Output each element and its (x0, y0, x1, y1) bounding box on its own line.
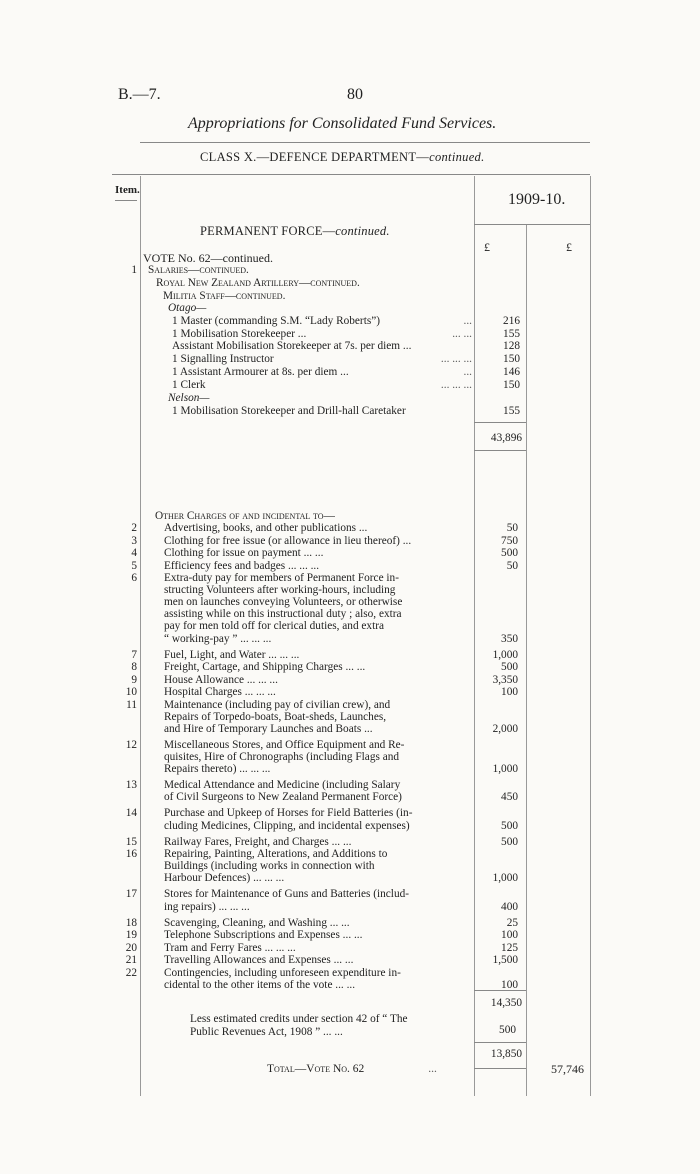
other-item-amount: 125 (501, 941, 518, 954)
leader-dots: ... (463, 315, 472, 327)
leader-dots: ... ... (452, 327, 472, 340)
item-number: 9 (131, 673, 137, 686)
other-item-text: assisting while on this instructional duty ; also, extra (164, 608, 402, 621)
subtotal-rule-bottom (474, 450, 526, 451)
item-number: 15 (125, 835, 137, 848)
other-item-text: quisites, Hire of Chronographs (including Flags and (164, 751, 400, 763)
otago-item-amount: 155 (503, 327, 520, 340)
other-item-amount: 3,350 (492, 673, 518, 686)
section-title: PERMANENT FORCE—continued. (200, 224, 390, 238)
other-item-text: Contingencies, including unforeseen expenditure in- (164, 966, 401, 979)
net-other-amount: 13,850 (490, 1048, 522, 1060)
total-amount: 57,746 (551, 1062, 584, 1076)
item-number: 21 (125, 954, 137, 967)
item-number: 7 (131, 648, 137, 661)
salaries-heading: Salaries—continued. (148, 264, 249, 276)
page-number: 80 (347, 86, 363, 103)
militia-heading: Militia Staff—continued. (163, 290, 286, 302)
salaries-subtotal: 43,896 (490, 432, 522, 444)
less-credits-line-2: Public Revenues Act, 1908 ” ... ... (190, 1026, 343, 1038)
other-item-text: Stores for Maintenance of Guns and Batteries (includ- (164, 888, 410, 901)
other-item-amount: 100 (501, 686, 518, 699)
otago-item-text: 1 Clerk (172, 378, 206, 391)
other-item-text: Maintenance (including pay of civilian crew), and (164, 698, 391, 711)
item-number: 16 (125, 848, 137, 861)
other-item-amount: 1,000 (492, 648, 518, 661)
other-item-text: Repairs of Torpedo-boats, Boat-sheds, Launches, (164, 710, 387, 723)
amount-column-rule-middle (526, 225, 527, 1096)
other-item-amount: 100 (501, 978, 518, 991)
other-item-text: Hospital Charges ... ... ... (164, 686, 276, 699)
vote-heading: VOTE No. 62—continued. (143, 251, 273, 265)
item-number: 2 (131, 522, 137, 534)
other-item-amount: 50 (506, 522, 518, 534)
other-item-amount: 500 (501, 819, 518, 832)
document-reference: B.—7. (118, 86, 161, 103)
item-number: 10 (125, 686, 137, 699)
other-item-amount: 1,500 (492, 954, 518, 967)
other-item-text: Clothing for issue on payment ... ... (164, 547, 324, 559)
otago-item-text: Assistant Mobilisation Storekeeper at 7s. per diem ... (172, 340, 412, 353)
class-title: CLASS X.—DEFENCE DEPARTMENT—continued. (200, 150, 485, 164)
other-item-text: Fuel, Light, and Water ... ... ... (164, 648, 300, 661)
other-subtotal: 14,350 (490, 997, 522, 1009)
other-subtotal-rule (474, 990, 526, 991)
other-item-text: Medical Attendance and Medicine (including Salary (164, 779, 401, 792)
other-item-amount: 750 (501, 534, 518, 547)
amount-column-rule-left (474, 176, 475, 1096)
total-label: Total—Vote No. 62 ... (267, 1063, 437, 1075)
nelson-heading: Nelson— (168, 392, 210, 404)
item-number: 1 (131, 264, 137, 276)
item-number: 19 (125, 929, 137, 942)
other-item-amount: 50 (506, 559, 518, 572)
leader-dots: ... ... ... (440, 378, 472, 391)
other-item-text: “ working-pay ” ... ... ... (164, 632, 272, 645)
item-number: 22 (125, 966, 137, 979)
other-item-text: Freight, Cartage, and Shipping Charges ... ... (164, 661, 366, 674)
otago-heading: Otago— (168, 302, 207, 314)
other-item-text: ing repairs) ... ... ... (164, 900, 250, 913)
other-item-text: House Allowance ... ... ... (164, 673, 278, 686)
other-item-amount: 500 (501, 661, 518, 674)
amount-column-rule-right (590, 176, 591, 1096)
class-rule (112, 174, 590, 175)
otago-item-text: 1 Master (commanding S.M. “Lady Roberts”) (172, 315, 381, 327)
otago-item-text: 1 Mobilisation Storekeeper ... (172, 327, 307, 340)
other-item-amount: 450 (501, 791, 518, 804)
other-item-amount: 350 (501, 632, 518, 645)
item-number: 18 (125, 916, 137, 929)
otago-item-amount: 216 (503, 315, 520, 327)
leader-dots: ... (463, 365, 472, 378)
subtotal-rule (474, 422, 526, 423)
other-item-amount: 400 (501, 900, 518, 913)
other-item-text: Scavenging, Cleaning, and Washing ... ... (164, 916, 350, 929)
item-number: 17 (125, 888, 137, 901)
other-item-text: Repairs thereto) ... ... ... (164, 763, 271, 776)
item-number: 12 (125, 738, 137, 751)
other-item-text: pay for men told off for clerical duties, and extra (164, 620, 384, 633)
item-header-underline (115, 200, 137, 201)
other-item-text: Harbour Defences) ... ... ... (164, 872, 285, 885)
other-item-amount: 2,000 (492, 722, 518, 735)
rnza-heading: Royal New Zealand Artillery—continued. (156, 277, 360, 289)
leader-dots: ... ... ... (440, 353, 472, 366)
other-charges-heading: Other Charges of and incidental to— (155, 510, 335, 522)
nelson-item-amount: 155 (503, 405, 520, 417)
otago-item-amount: 150 (503, 353, 520, 366)
other-item-text: cluding Medicines, Clipping, and incidental expenses) (164, 819, 410, 832)
other-item-amount: 500 (501, 835, 518, 848)
other-item-text: men on launches conveying Volunteers, or otherwise (164, 596, 403, 609)
item-number: 6 (131, 572, 137, 584)
net-rule (474, 1042, 526, 1043)
other-item-amount: 1,000 (492, 763, 518, 776)
year-header: 1909-10. (508, 191, 566, 208)
item-column-header: Item. (115, 184, 140, 196)
other-item-text: Clothing for free issue (or allowance in lieu thereof) ... (164, 534, 412, 547)
currency-symbol: £ (566, 240, 572, 254)
item-number: 14 (125, 807, 137, 820)
other-item-text: Extra-duty pay for members of Permanent Force in- (164, 572, 399, 584)
other-item-text: Advertising, books, and other publications ... (164, 522, 368, 534)
item-number: 13 (125, 779, 137, 792)
item-number: 5 (131, 559, 137, 572)
other-item-text: Travelling Allowances and Expenses ... ... (164, 954, 354, 967)
currency-symbol: £ (484, 240, 490, 254)
other-item-text: Tram and Ferry Fares ... ... ... (164, 941, 296, 954)
page-title: Appropriations for Consolidated Fund Services. (188, 115, 497, 132)
other-item-text: Miscellaneous Stores, and Office Equipment and Re- (164, 738, 405, 751)
other-item-text: Purchase and Upkeep of Horses for Field Batteries (in- (164, 807, 413, 820)
other-item-text: Efficiency fees and badges ... ... ... (164, 559, 320, 572)
credits-amount: 500 (499, 1024, 516, 1036)
item-number: 3 (131, 534, 137, 547)
other-item-amount: 100 (501, 929, 518, 942)
less-credits-line-1: Less estimated credits under section 42 of “ The (190, 1013, 408, 1025)
item-number: 4 (131, 547, 137, 559)
nelson-item-text: 1 Mobilisation Storekeeper and Drill-hall Caretaker (172, 405, 406, 417)
header-rule (140, 142, 590, 143)
otago-item-amount: 150 (503, 378, 520, 391)
other-item-text: and Hire of Temporary Launches and Boats ... (164, 722, 373, 735)
other-item-text: Buildings (including works in connection with (164, 860, 375, 873)
otago-item-text: 1 Assistant Armourer at 8s. per diem ... (172, 365, 349, 378)
other-item-amount: 1,000 (492, 872, 518, 885)
item-column-rule (140, 176, 141, 1096)
item-number: 11 (126, 698, 137, 711)
other-item-text: of Civil Surgeons to New Zealand Permanent Force) (164, 791, 402, 804)
other-item-text: Telephone Subscriptions and Expenses ... ... (164, 929, 363, 942)
otago-item-amount: 146 (503, 365, 520, 378)
other-item-amount: 25 (506, 916, 518, 929)
item-number: 8 (131, 661, 137, 674)
item-number: 20 (125, 941, 137, 954)
other-item-text: cidental to the other items of the vote ... ... (164, 978, 356, 991)
other-item-text: Railway Fares, Freight, and Charges ... ... (164, 835, 352, 848)
otago-item-text: 1 Signalling Instructor (172, 353, 274, 366)
year-header-rule (474, 224, 590, 225)
net-rule-bottom (474, 1068, 526, 1069)
other-item-amount: 500 (501, 547, 518, 559)
other-item-text: Repairing, Painting, Alterations, and Additions to (164, 848, 388, 861)
other-item-text: structing Volunteers after working-hours, including (164, 584, 396, 597)
otago-item-amount: 128 (503, 340, 520, 353)
